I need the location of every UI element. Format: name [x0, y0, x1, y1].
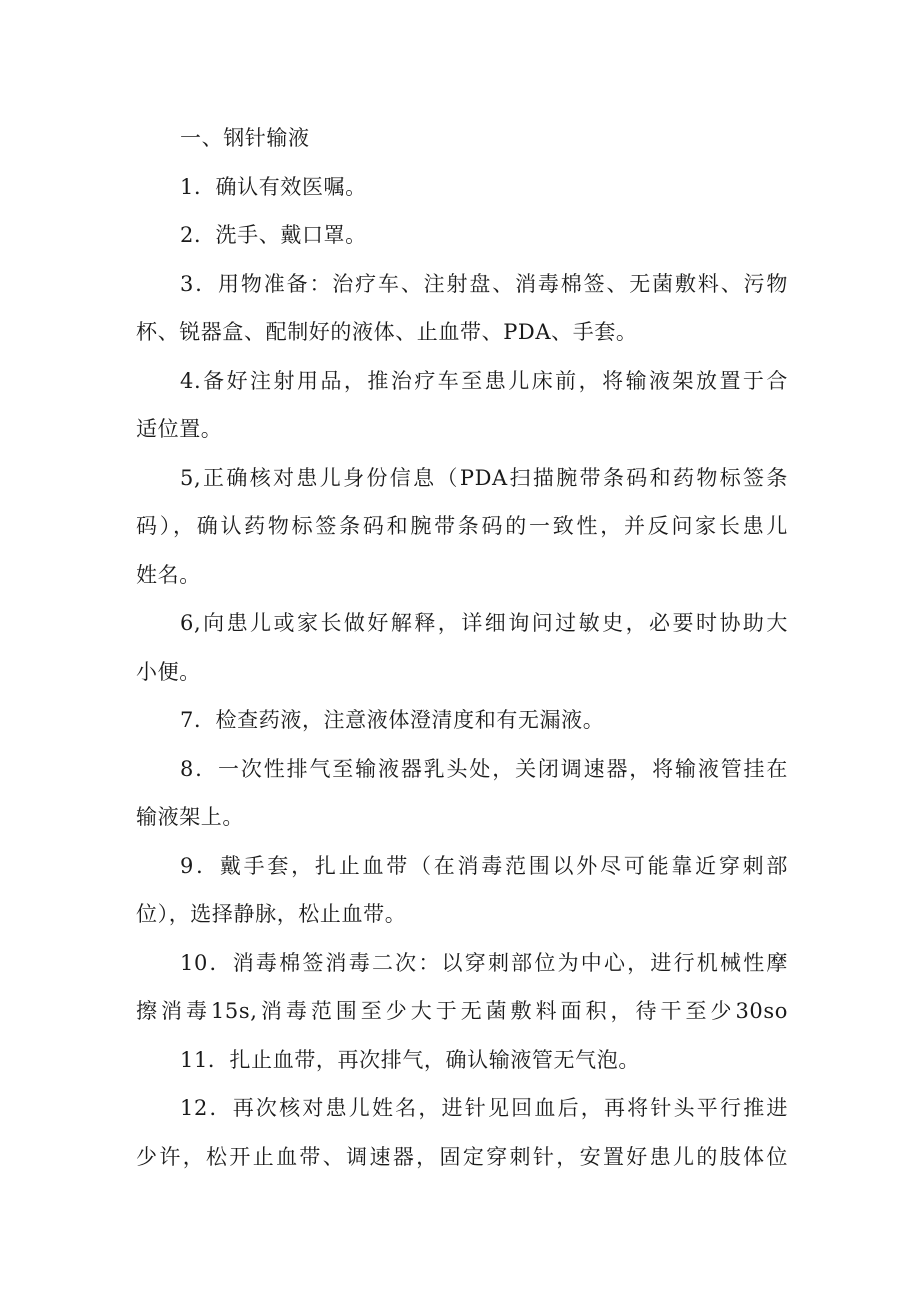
step-7: 7．检查药液，注意液体澄清度和有无漏液。 [180, 708, 605, 732]
document-body [136, 114, 788, 1181]
section-heading: 一、钢针输液 [180, 126, 310, 150]
step-5-line-2: 码），确认药物标签条码和腕带条码的一致性，并反问家长患儿 [136, 514, 788, 538]
step-4-line-2: 适位置。 [136, 417, 223, 441]
step-12-line-2: 少许，松开止血带、调速器，固定穿刺针，安置好患儿的肢体位 [136, 1144, 788, 1169]
step-3-line-1: 3．用物准备：治疗车、注射盘、消毒棉签、无菌敷料、污物 [180, 271, 788, 296]
step-11: 11．扎止血带，再次排气，确认输液管无气泡。 [180, 1047, 640, 1072]
step-4-line-1: 4.备好注射用品，推治疗车至患儿床前，将输液架放置于合 [180, 368, 788, 393]
step-1: 1．确认有效医嘱。 [180, 174, 367, 199]
step-10-line-1: 10．消毒棉签消毒二次：以穿刺部位为中心，进行机械性摩 [180, 950, 788, 975]
step-9-line-2: 位），选择静脉，松止血带。 [136, 902, 407, 926]
step-5-line-3: 姓名。 [136, 562, 201, 587]
step-8-line-2: 输液架上。 [136, 805, 244, 829]
step-8-line-1: 8．一次性排气至输液器乳头处，关闭调速器，将输液管挂在 [180, 756, 788, 781]
step-10-line-2: 擦消毒15s,消毒范围至少大于无菌敷料面积，待干至少30so [136, 999, 788, 1023]
step-6-line-1: 6,向患儿或家长做好解释，详细询问过敏史，必要时协助大 [180, 611, 788, 635]
step-6-line-2: 小便。 [136, 659, 201, 684]
step-2: 2．洗手、戴口罩。 [180, 223, 367, 247]
step-3-line-2: 杯、锐器盒、配制好的液体、止血带、PDA、手套。 [136, 320, 638, 344]
step-12-line-1: 12．再次核对患儿姓名，进针见回血后，再将针头平行推进 [180, 1096, 788, 1120]
step-9-line-1: 9．戴手套，扎止血带（在消毒范围以外尽可能靠近穿刺部 [180, 853, 788, 878]
step-5-line-1: 5,正确核对患儿身份信息（PDA扫描腕带条码和药物标签条 [180, 465, 788, 490]
